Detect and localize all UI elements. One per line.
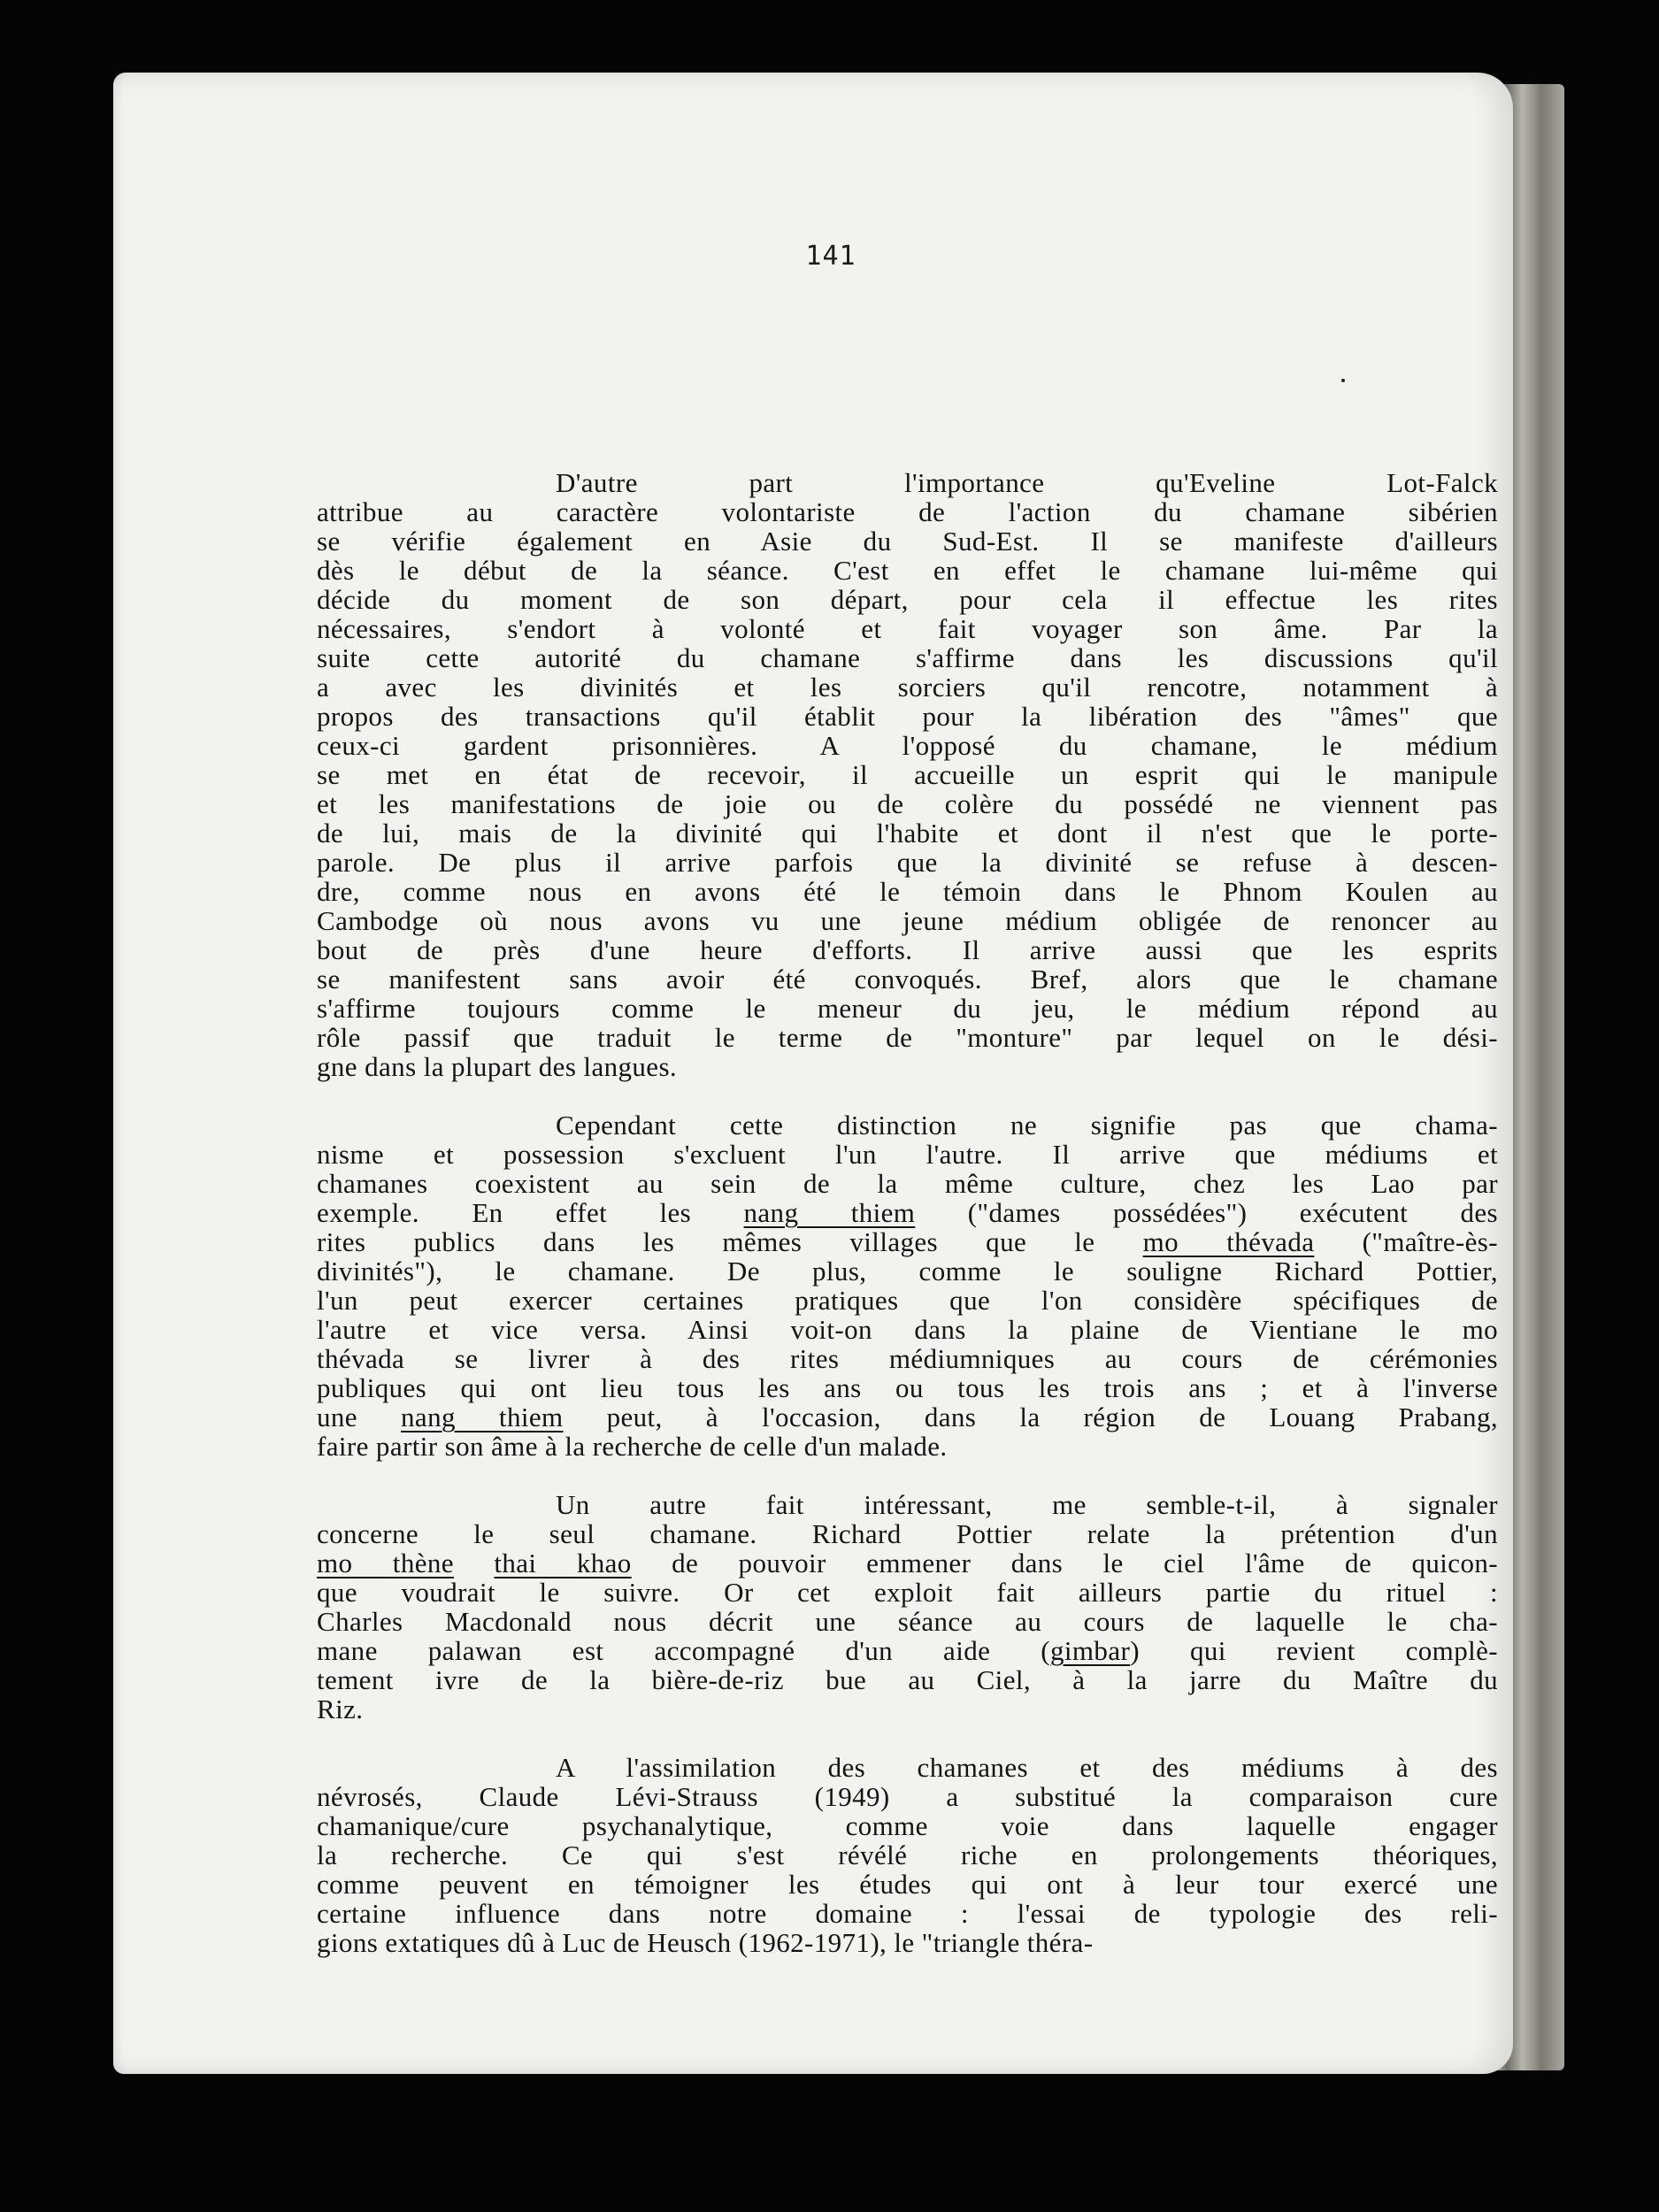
text-line: nécessaires, s'endort à volonté et fait voyager son âme. Par la xyxy=(317,613,1498,644)
text-line: bout de près d'une heure d'efforts. Il arrive aussi que les esprits xyxy=(317,934,1498,965)
text-line: dre, comme nous en avons été le témoin dans le Phnom Koulen au xyxy=(317,876,1498,907)
text-line: névrosés, Claude Lévi-Strauss (1949) a substitué la comparaison cure xyxy=(317,1781,1498,1812)
page-number: 141 xyxy=(805,241,856,272)
text-line: se vérifie également en Asie du Sud-Est. Il se manifeste d'ailleurs xyxy=(317,526,1498,557)
underlined-term: nang thiem xyxy=(743,1197,916,1228)
underlined-term: mo thène xyxy=(317,1548,454,1578)
ink-speck xyxy=(1341,379,1345,382)
text-line: divinités"), le chamane. De plus, comme le souligne Richard Pottier, xyxy=(317,1256,1498,1286)
text-line: publiques qui ont lieu tous les ans ou tous les trois ans ; et à l'inverse xyxy=(317,1372,1498,1403)
text-line: Charles Macdonald nous décrit une séance au cours de laquelle le cha- xyxy=(317,1606,1498,1637)
underlined-term: gimbar xyxy=(1050,1635,1131,1666)
book-page xyxy=(113,73,1513,2074)
text-line: chamanes coexistent au sein de la même culture, chez les Lao par xyxy=(317,1168,1498,1199)
text-line: rôle passif que traduit le terme de "monture" par lequel on le dési- xyxy=(317,1022,1498,1053)
underlined-term: mo thévada xyxy=(1142,1226,1315,1257)
paragraph-2 xyxy=(317,1110,1498,1461)
text-line: l'autre et vice versa. Ainsi voit-on dans la plaine de Vientiane le mo xyxy=(317,1314,1498,1345)
text-line: ceux-ci gardent prisonnières. A l'opposé du chamane, le médium xyxy=(317,730,1498,761)
text-line: exemple. En effet les nang thiem ("dames possédées") exécutent des xyxy=(317,1197,1498,1228)
text-line: mane palawan est accompagné d'un aide (gimbar) qui revient complè- xyxy=(317,1635,1498,1666)
text-line: chamanique/cure psychanalytique, comme voie dans laquelle engager xyxy=(317,1810,1498,1841)
text-line: de lui, mais de la divinité qui l'habite et dont il n'est que le porte- xyxy=(317,818,1498,849)
text-line: la recherche. Ce qui s'est révélé riche en prolongements théoriques, xyxy=(317,1839,1498,1870)
text-line: faire partir son âme à la recherche de celle d'un malade. xyxy=(317,1431,948,1462)
body-text xyxy=(317,468,1498,1986)
text-line: thévada se livrer à des rites médiumniques au cours de cérémonies xyxy=(317,1343,1498,1374)
text-line: nisme et possession s'excluent l'un l'autre. Il arrive que médiums et xyxy=(317,1139,1498,1170)
text-line: suite cette autorité du chamane s'affirme dans les discussions qu'il xyxy=(317,642,1498,673)
text-line: gions extatiques dû à Luc de Heusch (1962-1971), le "triangle théra- xyxy=(317,1927,1094,1958)
text-line: l'un peut exercer certaines pratiques que l'on considère spécifiques de xyxy=(317,1285,1498,1316)
text-line: certaine influence dans notre domaine : l'essai de typologie des reli- xyxy=(317,1898,1498,1929)
paragraph-3 xyxy=(317,1490,1498,1724)
text-line: comme peuvent en témoigner les études qui ont à leur tour exercé une xyxy=(317,1869,1498,1900)
text-line: Cependant cette distinction ne signifie pas que chama- xyxy=(556,1110,1498,1141)
text-line: concerne le seul chamane. Richard Pottier relate la prétention d'un xyxy=(317,1518,1498,1549)
text-line: décide du moment de son départ, pour cela il effectue les rites xyxy=(317,584,1498,615)
text-line: gne dans la plupart des langues. xyxy=(317,1051,678,1082)
text-line: s'affirme toujours comme le meneur du jeu, le médium répond au xyxy=(317,993,1498,1024)
text-line: Cambodge où nous avons vu une jeune médium obligée de renoncer au xyxy=(317,905,1498,936)
text-line: dès le début de la séance. C'est en effet le chamane lui-même qui xyxy=(317,555,1498,586)
paragraph-4 xyxy=(317,1753,1498,1957)
text-line: se met en état de recevoir, il accueille un esprit qui le manipule xyxy=(317,759,1498,790)
text-line: une nang thiem peut, à l'occasion, dans la région de Louang Prabang, xyxy=(317,1402,1498,1432)
text-line: mo thène thai khao de pouvoir emmener dans le ciel l'âme de quicon- xyxy=(317,1548,1498,1578)
text-line: et les manifestations de joie ou de colère du possédé ne viennent pas xyxy=(317,788,1498,819)
text-line: Riz. xyxy=(317,1694,364,1724)
text-line: parole. De plus il arrive parfois que la divinité se refuse à descen- xyxy=(317,847,1498,878)
text-line: se manifestent sans avoir été convoqués. Bref, alors que le chamane xyxy=(317,964,1498,995)
text-line: propos des transactions qu'il établit pour la libération des "âmes" que xyxy=(317,701,1498,732)
text-line: que voudrait le suivre. Or cet exploit fait ailleurs partie du rituel : xyxy=(317,1577,1498,1608)
text-line: tement ivre de la bière-de-riz bue au Ciel, à la jarre du Maître du xyxy=(317,1664,1498,1695)
underlined-term: thai khao xyxy=(494,1548,632,1578)
text-line: attribue au caractère volontariste de l'action du chamane sibérien xyxy=(317,496,1498,527)
text-line: rites publics dans les mêmes villages que le mo thévada ("maître-ès- xyxy=(317,1226,1498,1257)
paragraph-1 xyxy=(317,468,1498,1081)
text-line: A l'assimilation des chamanes et des médiums à des xyxy=(556,1752,1498,1783)
text-line: a avec les divinités et les sorciers qu'il rencotre, notamment à xyxy=(317,672,1498,703)
underlined-term: nang thiem xyxy=(401,1402,564,1432)
text-line: Un autre fait intéressant, me semble-t-il, à signaler xyxy=(556,1489,1498,1520)
text-line: D'autre part l'importance qu'Eveline Lot-Falck xyxy=(556,467,1498,498)
